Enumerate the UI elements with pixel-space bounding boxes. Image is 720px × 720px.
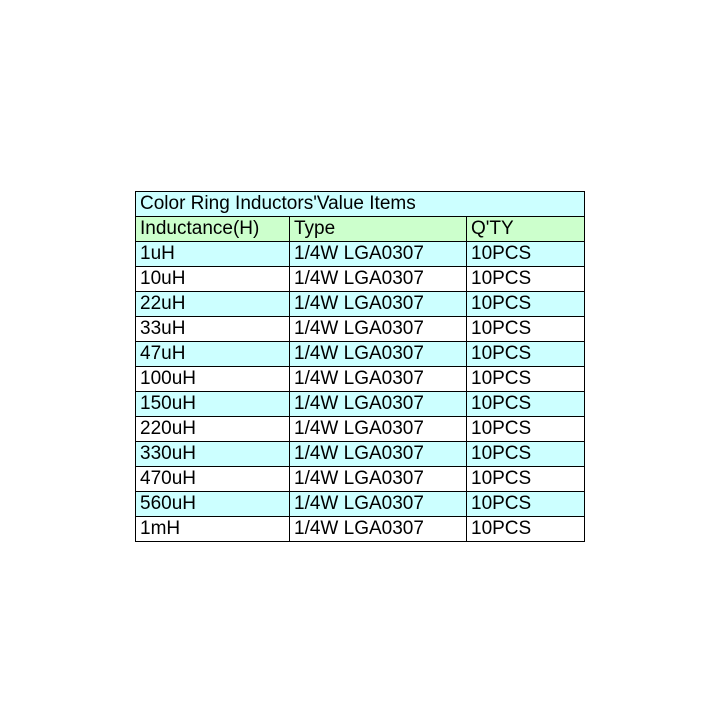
cell-type: 1/4W LGA0307 [290,267,467,292]
cell-type: 1/4W LGA0307 [290,492,467,517]
cell-inductance: 1uH [136,242,290,267]
cell-qty: 10PCS [467,517,585,542]
cell-inductance: 470uH [136,467,290,492]
table-header-row [136,217,585,242]
cell-inductance: 100uH [136,367,290,392]
cell-inductance: 22uH [136,292,290,317]
cell-qty: 10PCS [467,292,585,317]
cell-type: 1/4W LGA0307 [290,317,467,342]
inductor-value-table [135,191,585,542]
cell-qty: 10PCS [467,267,585,292]
cell-qty: 10PCS [467,317,585,342]
cell-inductance: 33uH [136,317,290,342]
cell-inductance: 47uH [136,342,290,367]
table-title: Color Ring Inductors'Value Items [136,192,585,217]
cell-type: 1/4W LGA0307 [290,367,467,392]
cell-type: 1/4W LGA0307 [290,392,467,417]
table-row [136,342,585,367]
cell-inductance: 1mH [136,517,290,542]
column-header-qty: Q'TY [467,217,585,242]
cell-qty: 10PCS [467,467,585,492]
table-row [136,242,585,267]
table-row [136,467,585,492]
cell-type: 1/4W LGA0307 [290,342,467,367]
cell-qty: 10PCS [467,417,585,442]
table-row [136,492,585,517]
cell-type: 1/4W LGA0307 [290,242,467,267]
cell-type: 1/4W LGA0307 [290,417,467,442]
cell-type: 1/4W LGA0307 [290,517,467,542]
table-row [136,417,585,442]
table-row [136,517,585,542]
cell-qty: 10PCS [467,392,585,417]
table-row [136,392,585,417]
column-header-inductance: Inductance(H) [136,217,290,242]
column-header-type: Type [290,217,467,242]
cell-inductance: 220uH [136,417,290,442]
cell-type: 1/4W LGA0307 [290,442,467,467]
table-row [136,367,585,392]
cell-type: 1/4W LGA0307 [290,467,467,492]
cell-inductance: 560uH [136,492,290,517]
table-row [136,442,585,467]
inductor-value-table-wrap [135,191,585,542]
cell-qty: 10PCS [467,367,585,392]
cell-qty: 10PCS [467,242,585,267]
table-row [136,317,585,342]
table-row [136,292,585,317]
cell-inductance: 10uH [136,267,290,292]
cell-type: 1/4W LGA0307 [290,292,467,317]
cell-inductance: 150uH [136,392,290,417]
cell-inductance: 330uH [136,442,290,467]
cell-qty: 10PCS [467,442,585,467]
table-body [136,242,585,542]
cell-qty: 10PCS [467,492,585,517]
cell-qty: 10PCS [467,342,585,367]
table-title-row [136,192,585,217]
table-row [136,267,585,292]
